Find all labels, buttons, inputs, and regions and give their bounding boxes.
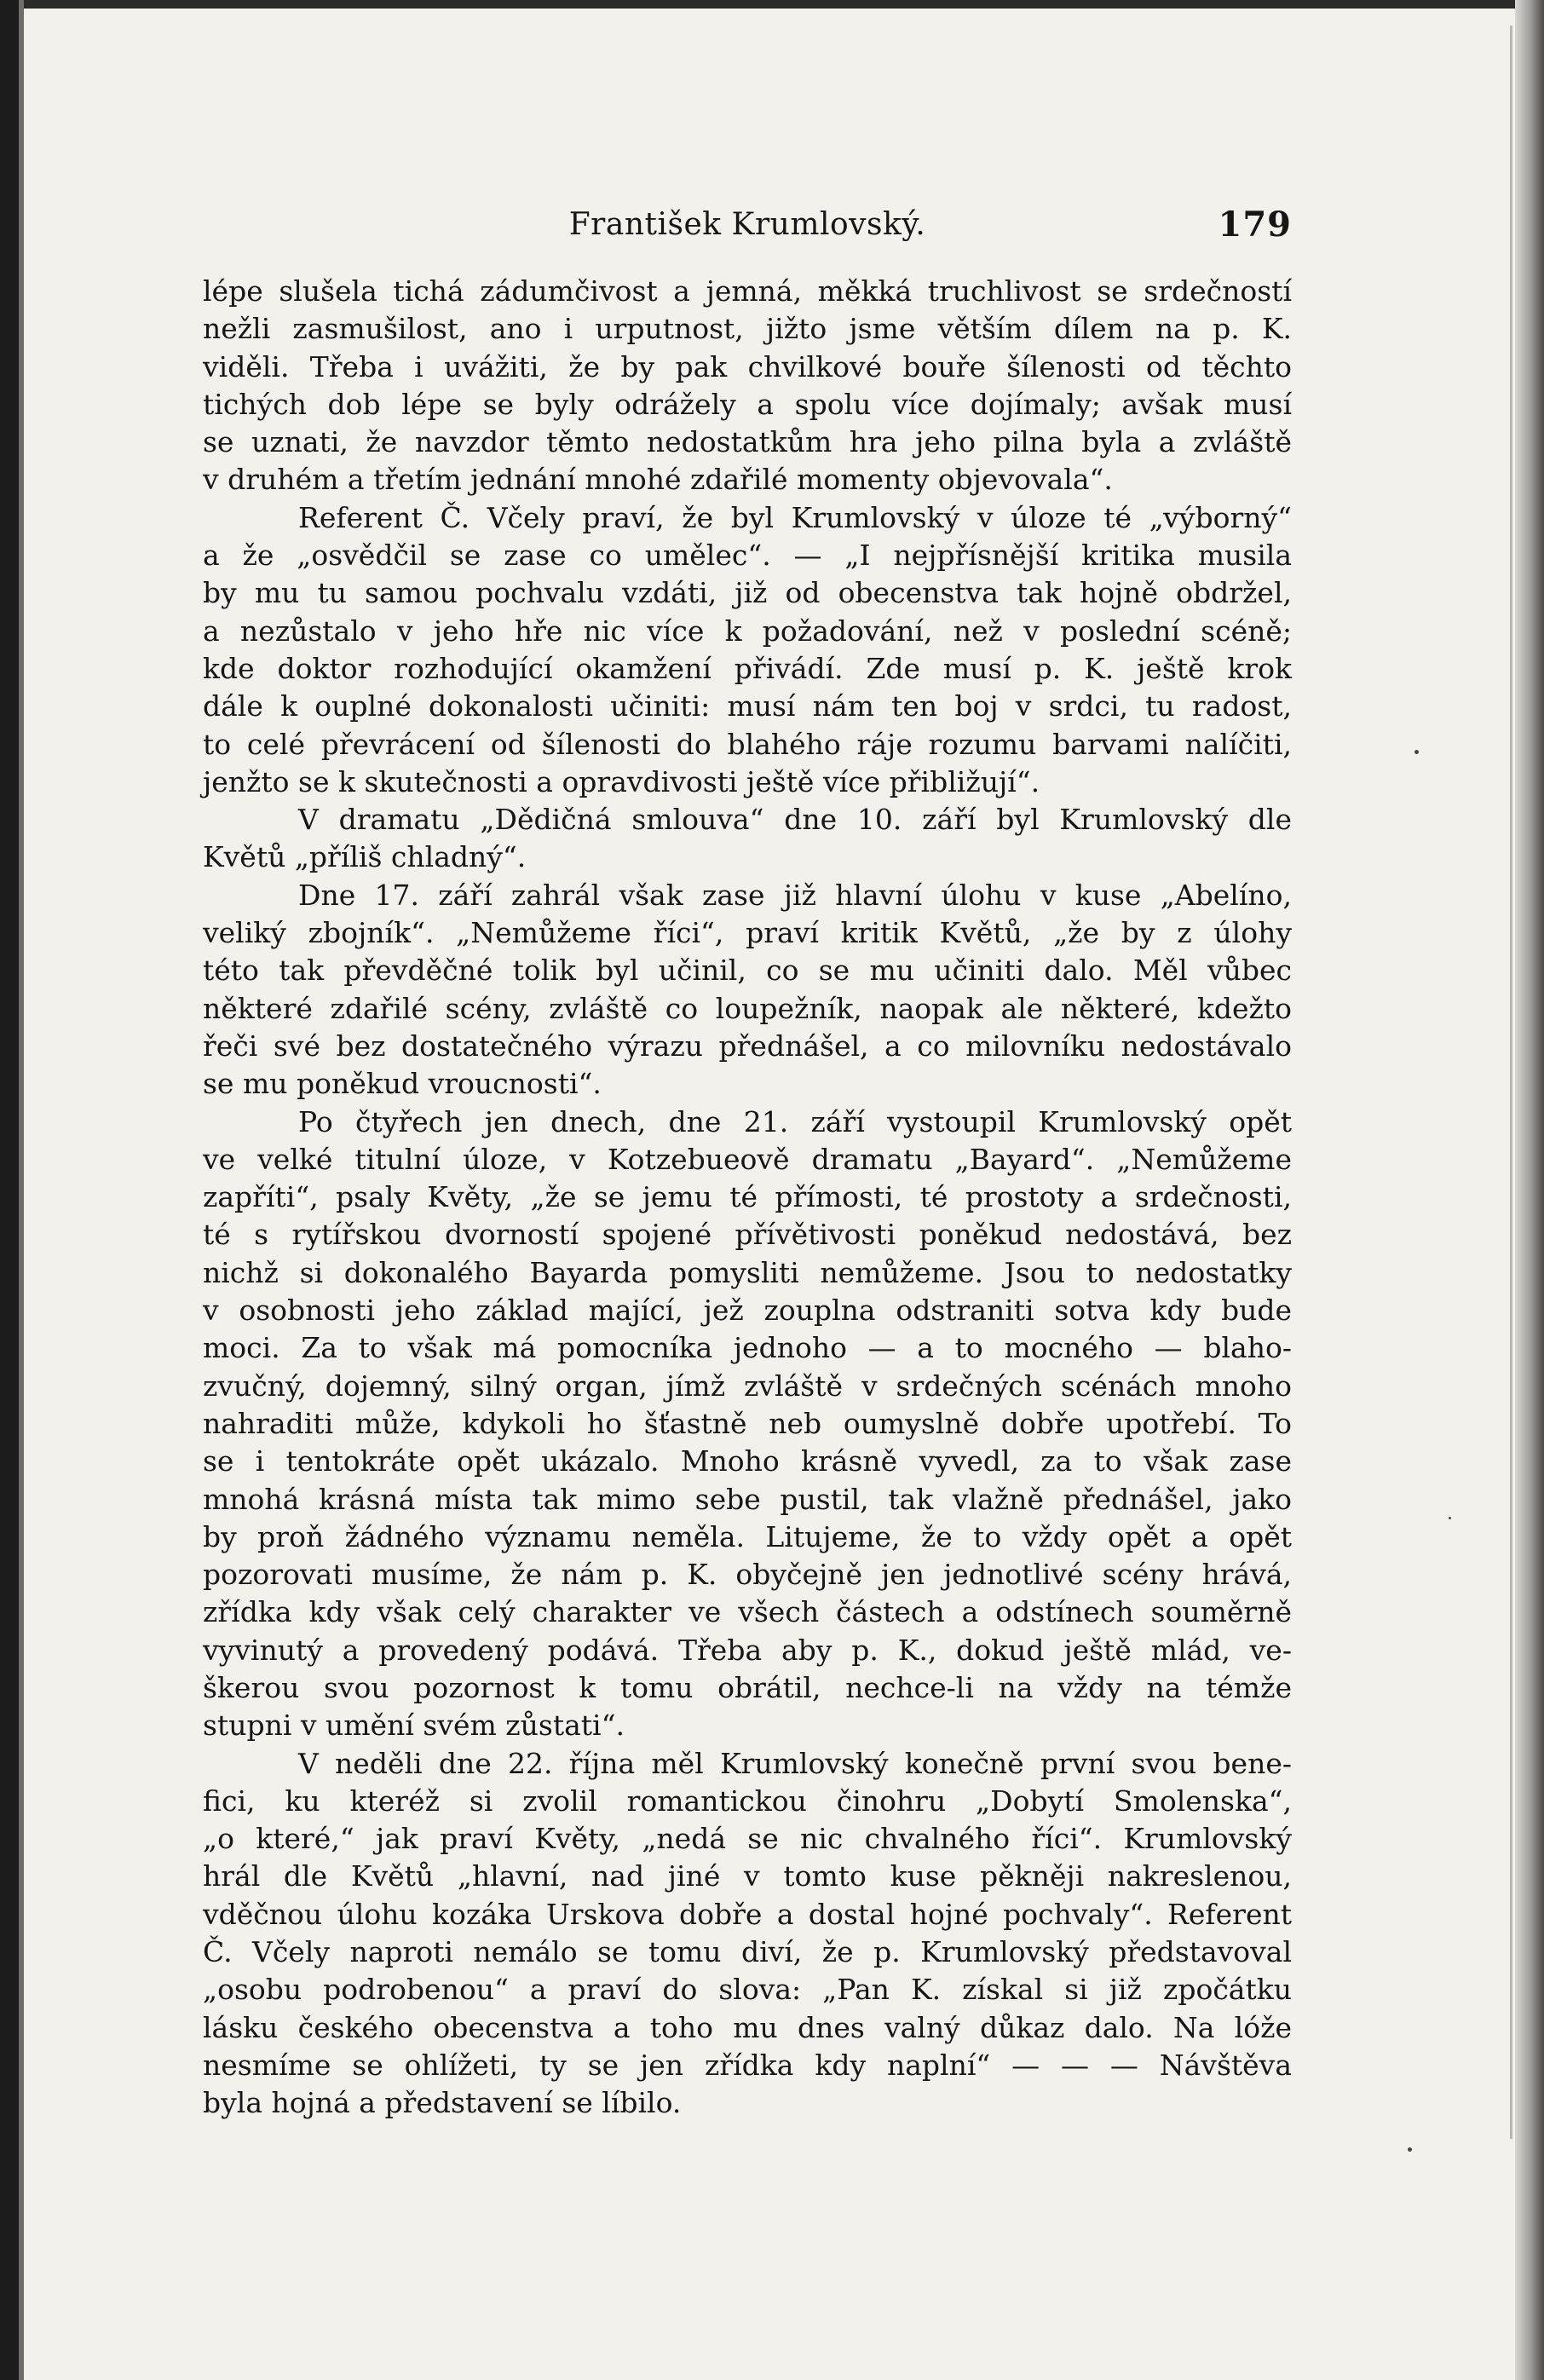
paper-speck — [1408, 2147, 1412, 2152]
text-line: a nezůstalo v jeho hře nic více k požadování, než v poslední scéně; — [203, 614, 1292, 648]
text-line: této tak převděčné tolik byl učinil, co se mu učiniti dalo. Měl vůbec — [203, 954, 1292, 988]
text-line: Dne 17. září zahrál však zase již hlavní úlohu v kuse „Abelíno, — [298, 878, 1292, 912]
paper-speck — [1414, 750, 1419, 754]
text-line: Po čtyřech jen dnech, dne 21. září vystoupil Krumlovský opět — [298, 1104, 1292, 1138]
text-line: nesmíme se ohlížeti, ty se jen zřídka kdy naplní“ — — — Návštěva — [203, 2048, 1292, 2082]
text-line: Č. Včely naproti nemálo se tomu diví, že p. Krumlovský představoval — [203, 1935, 1292, 1969]
text-line: vyvinutý a provedený podává. Třeba aby p. K., dokud ještě mlád, ve- — [203, 1633, 1292, 1667]
text-line: hrál dle Květů „hlavní, nad jiné v tomto kuse pěkněji nakreslenou, — [203, 1859, 1292, 1893]
text-line: se i tentokráte opět ukázalo. Mnoho krásně vyvedl, za to však zase — [203, 1444, 1292, 1478]
text-line: Referent Č. Včely praví, že byl Krumlovský v úloze té „výborný“ — [298, 500, 1292, 534]
scan-right-edge — [1515, 0, 1544, 2380]
text-line: té s rytířskou dvorností spojené přívětivosti poněkud nedostává, bez — [203, 1218, 1292, 1252]
running-title: František Krumlovský. — [568, 207, 926, 242]
text-line: škerou svou pozornost k tomu obrátil, nechce-li na vždy na témže — [203, 1670, 1292, 1704]
text-line: se mu poněkud vroucnosti“. — [203, 1067, 602, 1101]
text-line: to celé převrácení od šílenosti do blahého ráje rozumu barvami nalíčiti, — [203, 727, 1292, 761]
page-number: 179 — [1218, 205, 1292, 245]
text-line: v druhém a třetím jednání mnohé zdařilé momenty objevovala“. — [203, 463, 1113, 497]
text-line: řeči své bez dostatečného výrazu přednášel, a co milovníku nedostávalo — [203, 1029, 1292, 1063]
text-line: moci. Za to však má pomocníka jednoho — a to mocného — blaho- — [203, 1331, 1292, 1365]
text-line: ve velké titulní úloze, v Kotzebueově dramatu „Bayard“. „Nemůžeme — [203, 1142, 1292, 1176]
text-line: kde doktor rozhodující okamžení přivádí. Zde musí p. K. ještě krok — [203, 651, 1292, 685]
text-line: by proň žádného významu neměla. Litujeme, že to vždy opět a opět — [203, 1519, 1292, 1553]
running-header — [203, 203, 1292, 247]
paper-speck — [1449, 1517, 1451, 1519]
text-line: dále k ouplné dokonalosti učiniti: musí nám ten boj v srdci, tu radost, — [203, 689, 1292, 723]
text-line: nahraditi může, kdykoli ho šťastně neb oumyslně dobře upotřebí. To — [203, 1406, 1292, 1440]
text-line: by mu tu samou pochvalu vzdáti, již od obecenstva tak hojně obdržel, — [203, 576, 1292, 610]
text-line: zvučný, dojemný, silný organ, jímž zvláště v srdečných scénách mnoho — [203, 1369, 1292, 1403]
text-line: a že „osvědčil se zase co umělec“. — „I nejpřísnější kritika musila — [203, 539, 1292, 573]
text-line: lépe slušela tichá zádumčivost a jemná, měkká truchlivost se srdečností — [203, 274, 1292, 308]
text-line: nežli zasmušilost, ano i urputnost, jižto jsme větším dílem na p. K. — [203, 312, 1292, 346]
text-line: V neděli dne 22. října měl Krumlovský konečně první svou bene- — [298, 1746, 1292, 1780]
text-line: „o které,“ jak praví Květy, „nedá se nic chvalného říci“. Krumlovský — [203, 1822, 1292, 1856]
text-line: byla hojná a představení se líbilo. — [203, 2086, 682, 2120]
text-line: zřídka kdy však celý charakter ve všech částech a odstínech souměrně — [203, 1595, 1292, 1629]
text-line: Květů „příliš chladný“. — [203, 840, 527, 874]
text-line: vděčnou úlohu kozáka Urskova dobře a dostal hojné pochvaly“. Referent — [203, 1897, 1292, 1931]
text-line: V dramatu „Dědičná smlouva“ dne 10. září byl Krumlovský dle — [298, 803, 1292, 837]
text-line: jenžto se k skutečnosti a opravdivosti ještě více přibližují“. — [203, 764, 1040, 798]
text-line: viděli. Třeba i uvážiti, že by pak chvilkové bouře šílenosti od těchto — [203, 349, 1292, 383]
text-line: tichých dob lépe se byly odrážely a spolu více dojímaly; avšak musí — [203, 387, 1292, 421]
text-line: zapříti“, psaly Květy, „že se jemu té přímosti, té prostoty a srdečnosti, — [203, 1180, 1292, 1214]
page-fold-line — [1510, 26, 1512, 2139]
scan-left-shadow — [19, 0, 24, 2380]
scan-left-edge — [0, 0, 19, 2380]
scan-top-edge — [0, 0, 1544, 9]
text-line: „osobu podrobenou“ a praví do slova: „Pan K. získal si již zpočátku — [203, 1973, 1292, 2007]
text-line: pozorovati musíme, že nám p. K. obyčejně jen jednotlivé scény hrává, — [203, 1558, 1292, 1592]
text-line: fici, ku kteréž si zvolil romantickou činohru „Dobytí Smolenska“, — [203, 1784, 1292, 1818]
text-line: se uznati, že navzdor těmto nedostatkům hra jeho pilna byla a zvláště — [203, 425, 1292, 459]
text-line: lásku českého obecenstva a toho mu dnes valný důkaz dalo. Na lóže — [203, 2010, 1292, 2044]
text-line: nichž si dokonalého Bayarda pomysliti nemůžeme. Jsou to nedostatky — [203, 1255, 1292, 1289]
text-line: stupni v umění svém zůstati“. — [203, 1709, 625, 1743]
text-line: mnohá krásná místa tak mimo sebe pustil, tak vlažně přednášel, jako — [203, 1482, 1292, 1516]
body-text — [203, 273, 1292, 2123]
text-line: některé zdařilé scény, zvláště co loupežník, naopak ale některé, kdežto — [203, 991, 1292, 1025]
text-line: veliký zbojník“. „Nemůžeme říci“, praví kritik Květů, „že by z úlohy — [203, 916, 1292, 950]
text-line: v osobnosti jeho základ mající, jež zouplna odstraniti sotva kdy bude — [203, 1294, 1292, 1328]
